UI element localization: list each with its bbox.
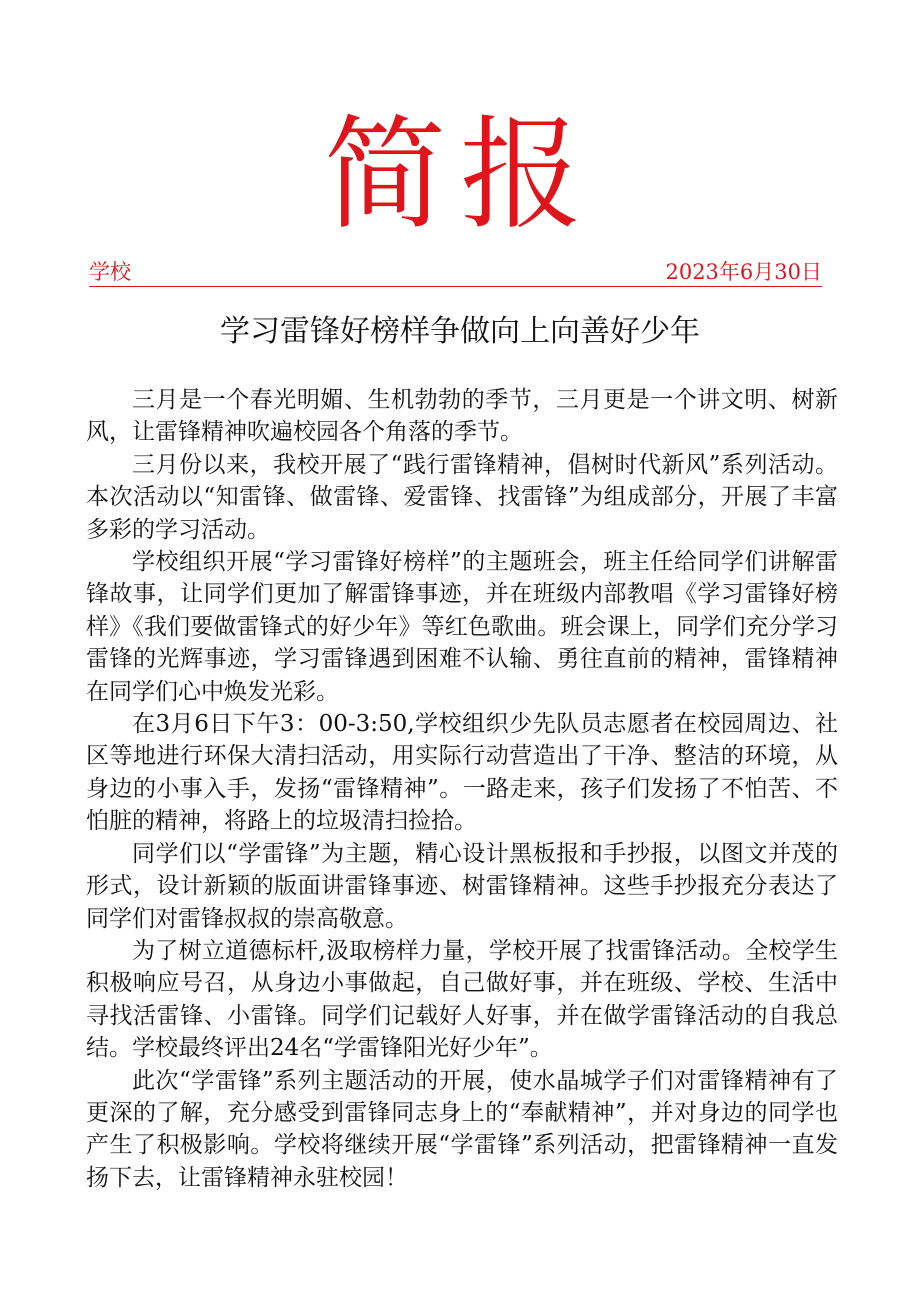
article-headline: 学习雷锋好榜样争做向上向善好少年 [220, 314, 700, 349]
newsletter-meta-line [89, 258, 822, 287]
article-paragraph: 三月是一个春光明媚、生机勃勃的季节，三月更是一个讲文明、树新风，让雷锋精神吹遍校园各个角落的季节。 [86, 387, 838, 446]
article-paragraph: 为了树立道德标杆,汲取榜样力量，学校开展了找雷锋活动。全校学生积极响应号召，从身边小事做起，自己做好事，并在班级、学校、生活中寻找活雷锋、小雷锋。同学们记载好人好事，并在做学雷锋活动的自我总结。学校最终评出24名“学雷锋阳光好少年”。 [86, 937, 838, 1062]
article-paragraph: 在3月6日下午3：00-3:50,学校组织少先队员志愿者在校园周边、社区等地进行环保大清扫活动，用实际行动营造出了干净、整洁的环境，从身边的小事入手，发扬“雷锋精神”。一路走来，孩子们发扬了不怕苦、不怕脏的精神，将路上的垃圾清扫捡拾。 [86, 711, 838, 835]
article-paragraph: 同学们以“学雷锋”为主题，精心设计黑板报和手抄报，以图文并茂的形式，设计新颖的版面讲雷锋事迹、树雷锋精神。这些手抄报充分表达了同学们对雷锋叔叔的崇高敬意。 [86, 840, 838, 932]
article-paragraph: 学校组织开展“学习雷锋好榜样”的主题班会，班主任给同学们讲解雷锋故事，让同学们更加了解雷锋事迹，并在班级内部教唱《学习雷锋好榜样》《我们要做雷锋式的好少年》等红色歌曲。班会课上，同学们充分学习雷锋的光辉事迹，学习雷锋遇到困难不认输、勇往直前的精神，雷锋精神在同学们心中焕发光彩。 [86, 549, 838, 705]
article-paragraph: 此次“学雷锋”系列主题活动的开展，使水晶城学子们对雷锋精神有了更深的了解，充分感受到雷锋同志身上的“奉献精神”，并对身边的同学也产生了积极影响。学校将继续开展“学雷锋”系列活动，把雷锋精神一直发扬下去，让雷锋精神永驻校园！ [86, 1067, 838, 1191]
issue-date: 2023年6月30日 [665, 260, 822, 284]
article-body [86, 384, 838, 1194]
article-paragraph: 三月份以来，我校开展了“践行雷锋精神，倡树时代新风”系列活动。本次活动以“知雷锋、做雷锋、爱雷锋、找雷锋”为组成部分，开展了丰富多彩的学习活动。 [86, 451, 838, 543]
newsletter-masthead: 简报 [324, 104, 596, 246]
school-name: 学校 [89, 260, 131, 284]
